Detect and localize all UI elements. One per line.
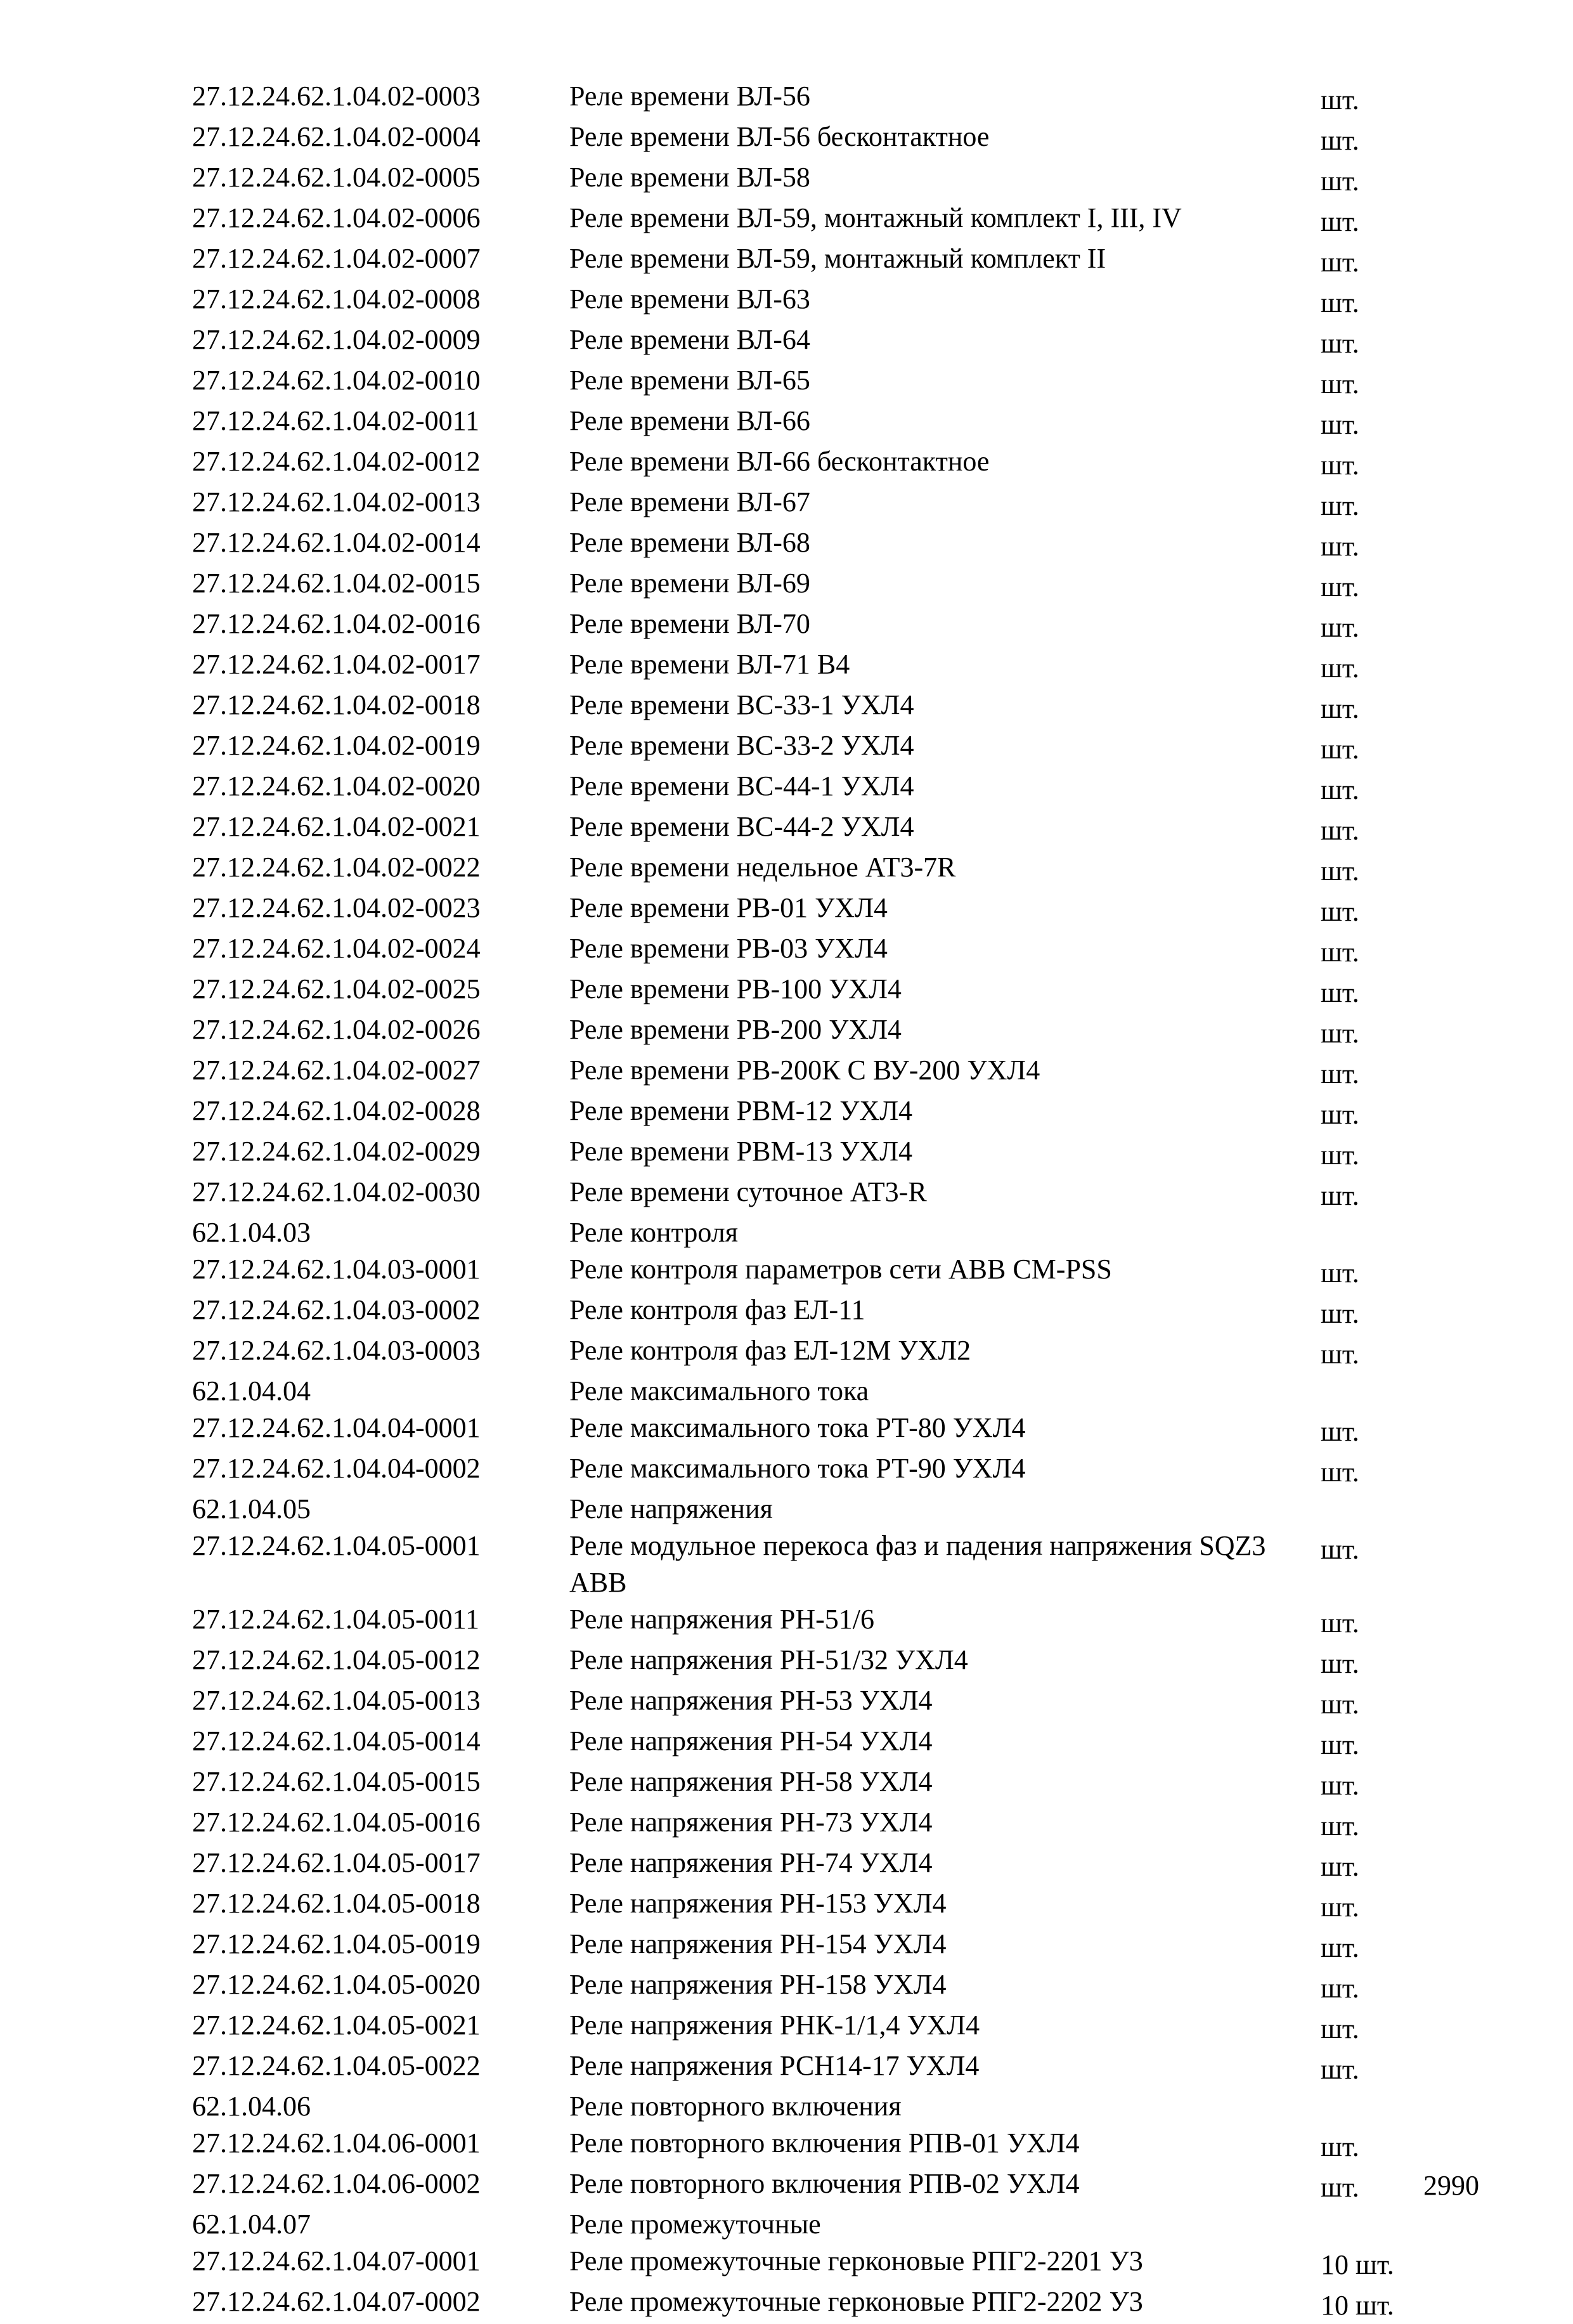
item-unit: шт.: [1321, 1851, 1359, 1882]
item-code: 27.12.24.62.1.04.06-0002: [192, 2168, 481, 2199]
item-code: 27.12.24.62.1.04.02-0027: [192, 1055, 481, 1086]
item-name: Реле контроля параметров сети ABB CM-PSS: [569, 1254, 1112, 1285]
table-row: [0, 1450, 1573, 1491]
item-code: 27.12.24.62.1.04.02-0020: [192, 770, 481, 802]
item-name: Реле напряжения РН-54 УХЛ4: [569, 1725, 933, 1756]
table-row: [0, 727, 1573, 768]
item-name: Реле контроля фаз ЕЛ-12М УХЛ2: [569, 1335, 971, 1366]
item-unit: шт.: [1321, 84, 1359, 115]
item-unit: шт.: [1321, 571, 1359, 602]
item-name: Реле промежуточные герконовые РПГ2-2201 У3: [569, 2245, 1143, 2276]
item-code: 27.12.24.62.1.04.06-0001: [192, 2127, 481, 2158]
item-unit: шт.: [1321, 774, 1359, 805]
item-unit: шт.: [1321, 1810, 1359, 1841]
table-row: [0, 1601, 1573, 1642]
item-unit: шт.: [1321, 2172, 1359, 2203]
item-unit: шт.: [1321, 1648, 1359, 1679]
item-code: 27.12.24.62.1.04.02-0004: [192, 121, 481, 152]
table-row: [0, 1292, 1573, 1332]
table-row: [0, 2088, 1573, 2125]
table-row: [0, 1011, 1573, 1052]
table-row: [0, 1966, 1573, 2007]
table-row: [0, 1491, 1573, 1528]
item-name: Реле напряжения РНК-1/1,4 УХЛ4: [569, 2009, 980, 2041]
item-unit: шт.: [1321, 247, 1359, 278]
page-number: 2990: [1423, 2170, 1479, 2201]
table-row: [0, 1682, 1573, 1723]
table-row: [0, 119, 1573, 159]
table-row: [0, 1723, 1573, 1763]
table-row: [0, 281, 1573, 321]
item-code: 27.12.24.62.1.04.05-0018: [192, 1888, 481, 1919]
item-code: 27.12.24.62.1.04.05-0011: [192, 1604, 480, 1635]
item-unit: шт.: [1321, 1416, 1359, 1447]
table-row: [0, 808, 1573, 849]
item-name: Реле напряжения РН-58 УХЛ4: [569, 1766, 933, 1797]
item-unit: шт.: [1321, 1139, 1359, 1171]
table-row: [0, 565, 1573, 606]
table-row: [0, 1214, 1573, 1251]
item-unit: шт.: [1321, 2131, 1359, 2162]
item-name: Реле максимального тока: [569, 1375, 869, 1406]
item-name: Реле напряжения: [569, 1493, 773, 1524]
item-unit: шт.: [1321, 1973, 1359, 2004]
table-row: [0, 971, 1573, 1011]
item-unit: шт.: [1321, 1099, 1359, 1130]
item-unit: шт.: [1321, 1298, 1359, 1329]
item-code: 27.12.24.62.1.04.02-0016: [192, 608, 481, 639]
item-code: 27.12.24.62.1.04.03-0001: [192, 1254, 481, 1285]
item-name: Реле времени недельное АТ3-7R: [569, 852, 956, 883]
item-code: 27.12.24.62.1.04.05-0001: [192, 1530, 481, 1561]
item-name: Реле времени РВМ-12 УХЛ4: [569, 1095, 913, 1126]
table-row: [0, 1763, 1573, 1804]
item-code: 27.12.24.62.1.04.07-0001: [192, 2245, 481, 2276]
table-row: [0, 2283, 1573, 2324]
item-code: 27.12.24.62.1.04.04-0002: [192, 1453, 481, 1484]
item-name: Реле времени ВЛ-70: [569, 608, 810, 639]
item-unit: шт.: [1321, 1180, 1359, 1211]
item-code: 27.12.24.62.1.04.05-0012: [192, 1644, 481, 1675]
item-unit: шт.: [1321, 1339, 1359, 1370]
item-unit: шт.: [1321, 531, 1359, 562]
item-unit: шт.: [1321, 1770, 1359, 1801]
table-row: [0, 1093, 1573, 1133]
item-code: 27.12.24.62.1.04.05-0017: [192, 1847, 481, 1878]
item-unit: [1321, 2206, 1447, 2210]
table-row: [0, 1926, 1573, 1966]
table-row: [0, 443, 1573, 484]
item-unit: 10 шт.: [1321, 2249, 1394, 2280]
item-name: Реле напряжения РН-73 УХЛ4: [569, 1807, 933, 1838]
item-name: Реле повторного включения: [569, 2091, 902, 2122]
item-code: 62.1.04.04: [192, 1375, 311, 1406]
item-code: 27.12.24.62.1.04.02-0029: [192, 1136, 481, 1167]
item-code: 27.12.24.62.1.04.02-0013: [192, 486, 481, 517]
item-code: 27.12.24.62.1.04.02-0026: [192, 1014, 481, 1045]
item-code: 27.12.24.62.1.04.02-0019: [192, 730, 481, 761]
table-row: [0, 2048, 1573, 2088]
table-row: [0, 1885, 1573, 1926]
item-code: 62.1.04.06: [192, 2091, 311, 2122]
item-code: 27.12.24.62.1.04.02-0028: [192, 1095, 481, 1126]
item-name: Реле времени РВ-01 УХЛ4: [569, 892, 888, 923]
item-code: 27.12.24.62.1.04.02-0021: [192, 811, 481, 842]
table-row: [0, 159, 1573, 200]
item-name: Реле времени ВЛ-71 В4: [569, 649, 850, 680]
item-code: 27.12.24.62.1.04.02-0022: [192, 852, 481, 883]
item-code: 27.12.24.62.1.04.05-0015: [192, 1766, 481, 1797]
item-code: 27.12.24.62.1.04.05-0019: [192, 1928, 481, 1959]
item-code: 27.12.24.62.1.04.05-0022: [192, 2050, 481, 2081]
item-name: Реле времени ВС-33-1 УХЛ4: [569, 689, 914, 720]
table-row: [0, 1845, 1573, 1885]
item-name: Реле максимального тока РТ-80 УХЛ4: [569, 1412, 1026, 1443]
item-code: 27.12.24.62.1.04.02-0015: [192, 568, 481, 599]
table-row: [0, 2206, 1573, 2243]
table-row: [0, 687, 1573, 727]
item-name: Реле времени ВЛ-59, монтажный комплект I, III, IV: [569, 202, 1182, 233]
item-name: Реле максимального тока РТ-90 УХЛ4: [569, 1453, 1026, 1484]
item-code: 27.12.24.62.1.04.02-0008: [192, 283, 481, 315]
item-name: Реле времени РВ-03 УХЛ4: [569, 933, 888, 964]
item-unit: шт.: [1321, 1932, 1359, 1963]
table-row: [0, 200, 1573, 240]
item-name: Реле промежуточные: [569, 2209, 821, 2240]
item-name: Реле времени ВЛ-68: [569, 527, 810, 558]
item-code: 27.12.24.62.1.04.02-0025: [192, 973, 481, 1004]
item-name: Реле напряжения РН-53 УХЛ4: [569, 1685, 933, 1716]
item-unit: шт.: [1321, 693, 1359, 724]
item-unit: шт.: [1321, 166, 1359, 197]
item-unit: шт.: [1321, 734, 1359, 765]
table-row: [0, 606, 1573, 646]
item-name: Реле времени ВЛ-63: [569, 283, 810, 315]
table-row: [0, 1174, 1573, 1214]
table-row: [0, 849, 1573, 890]
item-unit: шт.: [1321, 1457, 1359, 1488]
table-row: [0, 524, 1573, 565]
table-row: [0, 1642, 1573, 1682]
item-code: 27.12.24.62.1.04.02-0006: [192, 202, 481, 233]
item-unit: шт.: [1321, 1729, 1359, 1760]
table-row: [0, 2007, 1573, 2048]
table-row: [0, 484, 1573, 524]
table-row: [0, 1052, 1573, 1093]
item-name: Реле модульное перекоса фаз и падения напряжения SQZ3 ABB: [569, 1530, 1266, 1598]
item-unit: шт.: [1321, 1892, 1359, 1923]
table-row: [0, 2243, 1573, 2283]
item-unit: шт.: [1321, 937, 1359, 968]
item-unit: шт.: [1321, 2054, 1359, 2085]
item-code: 27.12.24.62.1.04.02-0017: [192, 649, 481, 680]
item-name: Реле напряжения РН-153 УХЛ4: [569, 1888, 947, 1919]
table-row: [0, 2125, 1573, 2165]
item-name: Реле промежуточные герконовые РПГ2-2202 У3: [569, 2286, 1143, 2317]
item-unit: шт.: [1321, 287, 1359, 318]
item-unit: шт.: [1321, 1689, 1359, 1720]
item-code: 27.12.24.62.1.04.05-0021: [192, 2009, 481, 2041]
catalog-table: [0, 78, 1573, 2324]
item-unit: шт.: [1321, 409, 1359, 440]
item-unit: шт.: [1321, 1058, 1359, 1089]
item-unit: шт.: [1321, 977, 1359, 1008]
table-row: [0, 2165, 1573, 2206]
item-unit: 10 шт.: [1321, 2290, 1394, 2321]
item-name: Реле времени ВЛ-59, монтажный комплект II: [569, 243, 1106, 274]
item-code: 62.1.04.05: [192, 1493, 311, 1524]
item-code: 27.12.24.62.1.04.02-0011: [192, 405, 480, 436]
item-name: Реле времени РВ-100 УХЛ4: [569, 973, 902, 1004]
item-unit: шт.: [1321, 855, 1359, 886]
item-name: Реле времени ВС-33-2 УХЛ4: [569, 730, 914, 761]
item-code: 27.12.24.62.1.04.02-0023: [192, 892, 481, 923]
table-row: [0, 1528, 1573, 1601]
item-unit: шт.: [1321, 652, 1359, 684]
item-name: Реле напряжения РН-51/6: [569, 1604, 874, 1635]
item-name: Реле времени ВЛ-64: [569, 324, 810, 355]
item-name: Реле времени РВ-200К С ВУ-200 УХЛ4: [569, 1055, 1040, 1086]
table-row: [0, 362, 1573, 403]
table-row: [0, 403, 1573, 443]
item-code: 27.12.24.62.1.04.05-0014: [192, 1725, 481, 1756]
item-code: 27.12.24.62.1.04.02-0014: [192, 527, 481, 558]
table-row: [0, 1133, 1573, 1174]
item-name: Реле времени ВС-44-2 УХЛ4: [569, 811, 914, 842]
item-unit: [1321, 1214, 1447, 1218]
table-row: [0, 1804, 1573, 1845]
item-name: Реле времени ВС-44-1 УХЛ4: [569, 770, 914, 802]
item-code: 27.12.24.62.1.04.02-0005: [192, 162, 481, 193]
item-name: Реле напряжения РН-158 УХЛ4: [569, 1969, 947, 2000]
table-row: [0, 240, 1573, 281]
item-name: Реле времени РВМ-13 УХЛ4: [569, 1136, 913, 1167]
item-name: Реле повторного включения РПВ-01 УХЛ4: [569, 2127, 1080, 2158]
item-unit: шт.: [1321, 1257, 1359, 1289]
table-row: [0, 1332, 1573, 1373]
item-code: 27.12.24.62.1.04.02-0009: [192, 324, 481, 355]
item-code: 62.1.04.03: [192, 1217, 311, 1248]
item-unit: [1321, 2088, 1447, 2092]
item-name: Реле времени ВЛ-56 бесконтактное: [569, 121, 990, 152]
table-row: [0, 78, 1573, 119]
item-name: Реле напряжения РСН14-17 УХЛ4: [569, 2050, 980, 2081]
item-unit: шт.: [1321, 490, 1359, 521]
table-row: [0, 1410, 1573, 1450]
table-row: [0, 646, 1573, 687]
item-unit: [1321, 1373, 1447, 1377]
item-unit: шт.: [1321, 125, 1359, 156]
item-code: 27.12.24.62.1.04.05-0013: [192, 1685, 481, 1716]
item-unit: шт.: [1321, 1607, 1359, 1639]
item-unit: шт.: [1321, 450, 1359, 481]
table-row: [0, 890, 1573, 930]
item-code: 27.12.24.62.1.04.03-0002: [192, 1294, 481, 1325]
item-unit: шт.: [1321, 612, 1359, 643]
item-code: 27.12.24.62.1.04.02-0024: [192, 933, 481, 964]
table-row: [0, 1251, 1573, 1292]
item-unit: шт.: [1321, 2013, 1359, 2044]
item-code: 27.12.24.62.1.04.07-0002: [192, 2286, 481, 2317]
item-unit: [1321, 1491, 1447, 1495]
item-unit: шт.: [1321, 896, 1359, 927]
item-code: 27.12.24.62.1.04.02-0018: [192, 689, 481, 720]
table-row: [0, 930, 1573, 971]
item-name: Реле напряжения РН-154 УХЛ4: [569, 1928, 947, 1959]
item-name: Реле времени РВ-200 УХЛ4: [569, 1014, 902, 1045]
item-name: Реле контроля фаз ЕЛ-11: [569, 1294, 865, 1325]
item-name: Реле времени ВЛ-56: [569, 81, 810, 112]
item-unit: шт.: [1321, 1534, 1359, 1565]
item-code: 27.12.24.62.1.04.03-0003: [192, 1335, 481, 1366]
item-code: 27.12.24.62.1.04.04-0001: [192, 1412, 481, 1443]
item-code: 27.12.24.62.1.04.02-0007: [192, 243, 481, 274]
item-name: Реле времени суточное АТ3-R: [569, 1176, 927, 1207]
item-unit: шт.: [1321, 1018, 1359, 1049]
item-name: Реле времени ВЛ-66: [569, 405, 810, 436]
item-name: Реле повторного включения РПВ-02 УХЛ4: [569, 2168, 1080, 2199]
item-code: 27.12.24.62.1.04.02-0010: [192, 365, 481, 396]
item-code: 27.12.24.62.1.04.05-0016: [192, 1807, 481, 1838]
item-unit: шт.: [1321, 368, 1359, 399]
item-name: Реле времени ВЛ-65: [569, 365, 810, 396]
item-name: Реле времени ВЛ-66 бесконтактное: [569, 446, 990, 477]
item-code: 27.12.24.62.1.04.02-0012: [192, 446, 481, 477]
item-code: 27.12.24.62.1.04.02-0003: [192, 81, 481, 112]
table-row: [0, 768, 1573, 808]
item-code: 27.12.24.62.1.04.02-0030: [192, 1176, 481, 1207]
item-unit: шт.: [1321, 815, 1359, 846]
item-name: Реле времени ВЛ-58: [569, 162, 810, 193]
item-code: 62.1.04.07: [192, 2209, 311, 2240]
item-code: 27.12.24.62.1.04.05-0020: [192, 1969, 481, 2000]
item-name: Реле времени ВЛ-69: [569, 568, 810, 599]
table-row: [0, 321, 1573, 362]
item-name: Реле напряжения РН-51/32 УХЛ4: [569, 1644, 968, 1675]
item-unit: шт.: [1321, 206, 1359, 237]
item-unit: шт.: [1321, 328, 1359, 359]
item-name: Реле времени ВЛ-67: [569, 486, 810, 517]
table-row: [0, 1373, 1573, 1410]
item-name: Реле контроля: [569, 1217, 738, 1248]
item-name: Реле напряжения РН-74 УХЛ4: [569, 1847, 933, 1878]
